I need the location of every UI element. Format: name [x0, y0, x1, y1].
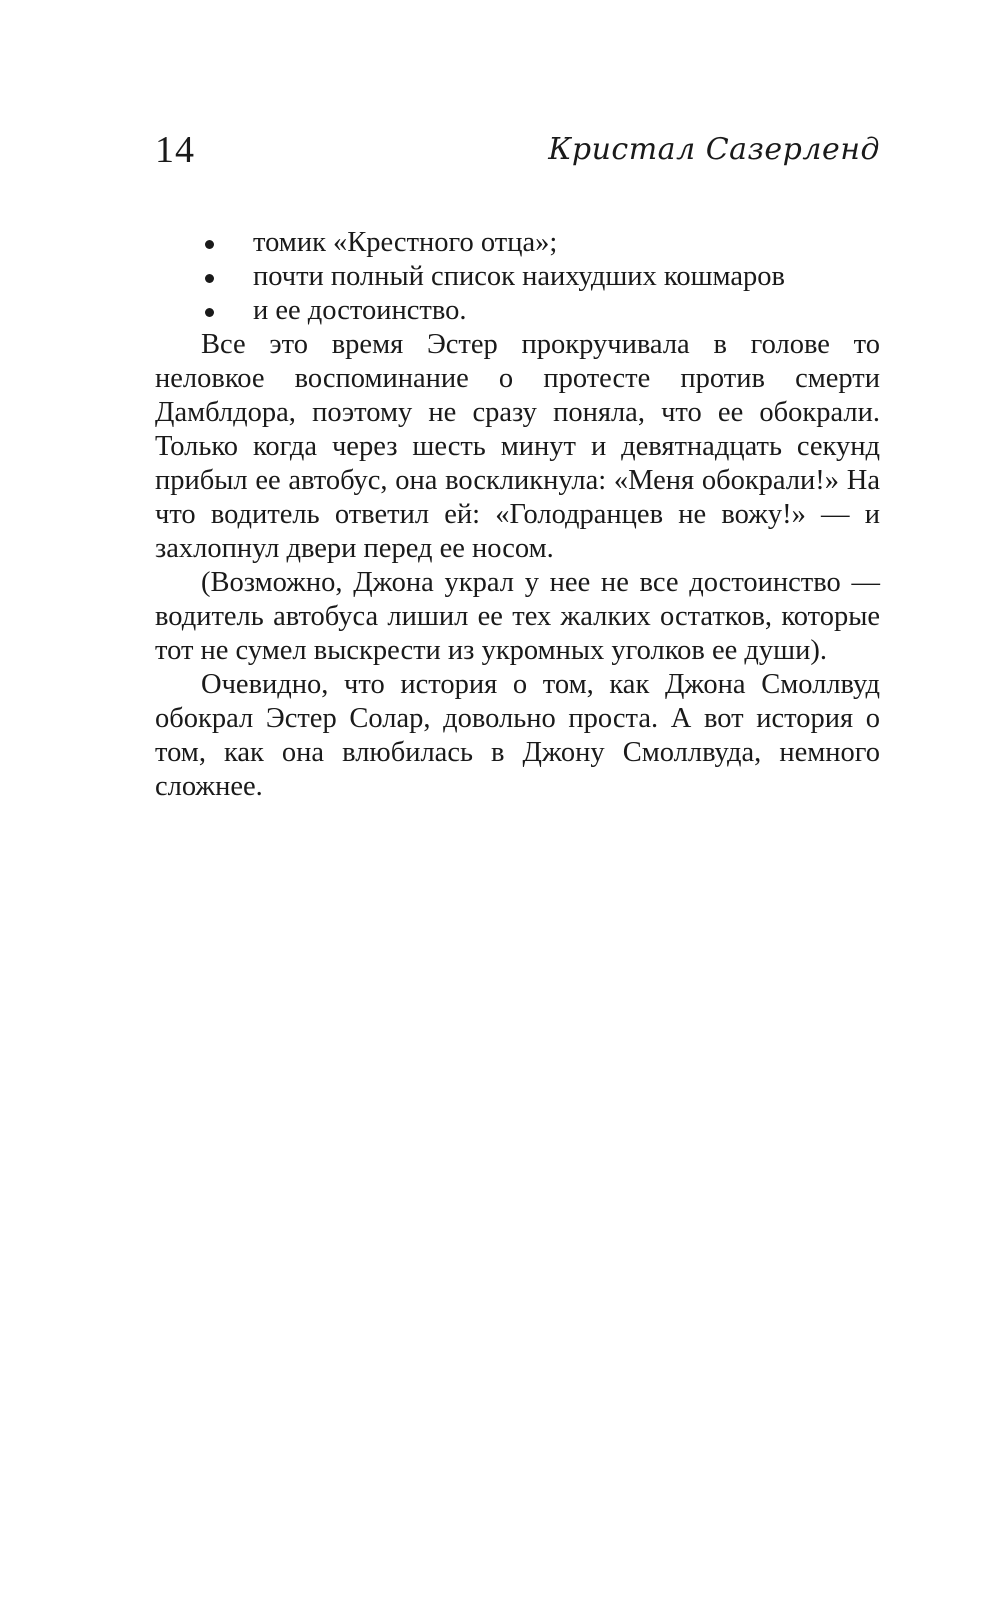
list-item-text: томик «Крестного отца»;: [253, 227, 558, 258]
list-item: [155, 260, 880, 294]
author-name: Кристал Сазерленд: [548, 132, 880, 167]
body-text: [155, 226, 880, 804]
running-header: [155, 120, 880, 180]
bullet-icon: [205, 240, 214, 249]
page-number: 14: [155, 129, 195, 171]
bullet-icon: [205, 308, 214, 317]
list-item-text: и ее достоинство.: [253, 295, 467, 326]
paragraph-story: Очевидно, что история о том, как Джона Смоллвуд обокрал Эстер Солар, довольно проста. А вот история о том, как она влюбилась в Джону Смоллвуда, немного сложнее.: [155, 669, 880, 802]
paragraph-theft: Все это время Эстер прокручивала в голове то неловкое воспоминание о протесте против смерти Дамблдора, поэтому не сразу поняла, что ее обокрали. Только когда через шесть минут и девятнадцать секунд прибыл ее автобус, она воскликнула: «Меня обокрали!» На что водитель ответил ей: «Голодранцев не вожу!» — и захлопнул двери перед ее носом.: [155, 329, 880, 564]
list-item: [155, 226, 880, 260]
bullet-icon: [205, 274, 214, 283]
bullet-list: [155, 226, 880, 328]
list-item: [155, 294, 880, 328]
paragraph-dignity: (Возможно, Джона украл у нее не все достоинство — водитель автобуса лишил ее тех жалких остатков, которые тот не сумел выскрести из укромных уголков ее души).: [155, 567, 880, 666]
list-item-text: почти полный список наихудших кошмаров: [253, 261, 785, 292]
